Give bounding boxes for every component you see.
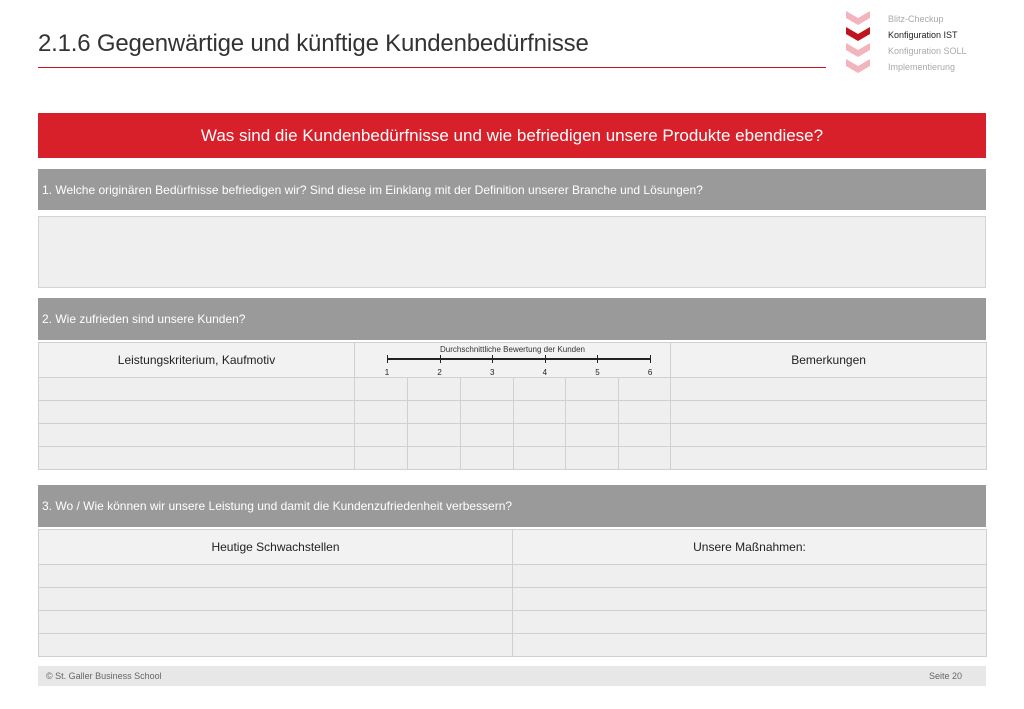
table-cell[interactable] [619,447,671,470]
table-cell[interactable] [355,447,408,470]
table-cell[interactable] [408,424,461,447]
progress-step [845,10,1015,26]
table-cell[interactable] [513,611,987,634]
table-cell[interactable] [39,401,355,424]
table-cell[interactable] [514,401,566,424]
section-1-answer-box[interactable] [38,216,986,288]
rating-scale-tick-label: 2 [437,368,442,377]
rating-scale-tick-label: 4 [542,368,548,377]
progress-steps [845,10,1015,74]
table-row [39,378,987,401]
table-cell[interactable] [39,588,513,611]
table-row [39,424,987,447]
table-cell[interactable] [566,447,619,470]
table-row [39,565,987,588]
chevron-down-icon [845,10,871,26]
main-question-banner: Was sind die Kundenbedürfnisse und wie befriedigen unsere Produkte ebendiese? [38,113,986,158]
table-cell[interactable] [355,424,408,447]
table-cell[interactable] [513,588,987,611]
criteria-column-header: Leistungskriterium, Kaufmotiv [39,343,355,378]
table-cell[interactable] [408,378,461,401]
table-cell[interactable] [461,424,514,447]
rating-scale-tick-label: 3 [489,368,495,377]
rating-scale-tick [597,355,598,363]
table-cell[interactable] [566,378,619,401]
progress-step [845,58,1015,74]
table-cell[interactable] [514,378,566,401]
table-cell[interactable] [513,634,987,657]
improvement-table [38,529,987,657]
table-cell[interactable] [39,611,513,634]
table-cell[interactable] [619,378,671,401]
rating-scale-tick [650,355,651,363]
table-row [39,401,987,424]
footer-copyright: © St. Galler Business School [46,671,162,681]
progress-step [845,26,1015,42]
table-cell[interactable] [514,447,566,470]
table-cell[interactable] [39,634,513,657]
page-title: 2.1.6 Gegenwärtige und künftige Kundenbedürfnisse [38,30,589,57]
table-cell[interactable] [461,401,514,424]
progress-step-label: Blitz-Checkup [888,14,944,24]
table-row [39,447,987,470]
table-cell[interactable] [566,424,619,447]
table-cell[interactable] [39,565,513,588]
table-cell[interactable] [566,401,619,424]
rating-scale-tick [545,355,546,363]
rating-scale-tick [440,355,441,363]
rating-scale-title: Durchschnittliche Bewertung der Kunden [440,345,586,354]
table-cell[interactable] [671,378,987,401]
section-3-heading: 3. Wo / Wie können wir unsere Leistung und damit die Kundenzufriedenheit verbessern? [38,485,986,527]
progress-step-label: Implementierung [888,62,956,72]
progress-step-label: Konfiguration SOLL [888,46,967,56]
chevron-down-icon [845,42,871,58]
table-cell[interactable] [619,401,671,424]
rating-scale-tick-label: 1 [384,368,390,377]
table-cell[interactable] [671,424,987,447]
table-cell[interactable] [39,447,355,470]
title-divider [38,67,826,68]
table-row [39,634,987,657]
progress-step-label: Konfiguration IST [888,30,958,40]
rating-scale-tick-label: 5 [595,368,600,377]
chevron-down-icon [845,26,871,42]
section-2-heading: 2. Wie zufrieden sind unsere Kunden? [38,298,986,340]
section-1-heading: 1. Welche originären Bedürfnisse befriedigen wir? Sind diese im Einklang mit der Definition unserer Branche und Lösungen? [38,169,986,210]
rating-scale-tick-label: 6 [647,368,653,377]
table-cell[interactable] [513,565,987,588]
footer-bar [38,666,986,686]
table-cell[interactable] [408,401,461,424]
satisfaction-table [38,342,987,470]
rating-scale-tick [492,355,493,363]
table-cell[interactable] [461,447,514,470]
table-cell[interactable] [619,424,671,447]
remarks-column-header: Bemerkungen [671,343,987,378]
table-row [39,611,987,634]
table-cell[interactable] [39,424,355,447]
table-cell[interactable] [671,447,987,470]
footer-page-number: Seite 20 [928,671,962,681]
rating-scale-tick [387,355,388,363]
chevron-down-icon [845,58,871,74]
table-cell[interactable] [355,401,408,424]
rating-scale-header [355,343,671,378]
weaknesses-column-header: Heutige Schwachstellen [39,530,513,565]
table-cell[interactable] [355,378,408,401]
table-cell[interactable] [461,378,514,401]
table-row [39,588,987,611]
rating-scale-line [384,358,653,377]
table-cell[interactable] [671,401,987,424]
table-cell[interactable] [408,447,461,470]
table-cell[interactable] [514,424,566,447]
progress-step [845,42,1015,58]
table-cell[interactable] [39,378,355,401]
measures-column-header: Unsere Maßnahmen: [513,530,987,565]
